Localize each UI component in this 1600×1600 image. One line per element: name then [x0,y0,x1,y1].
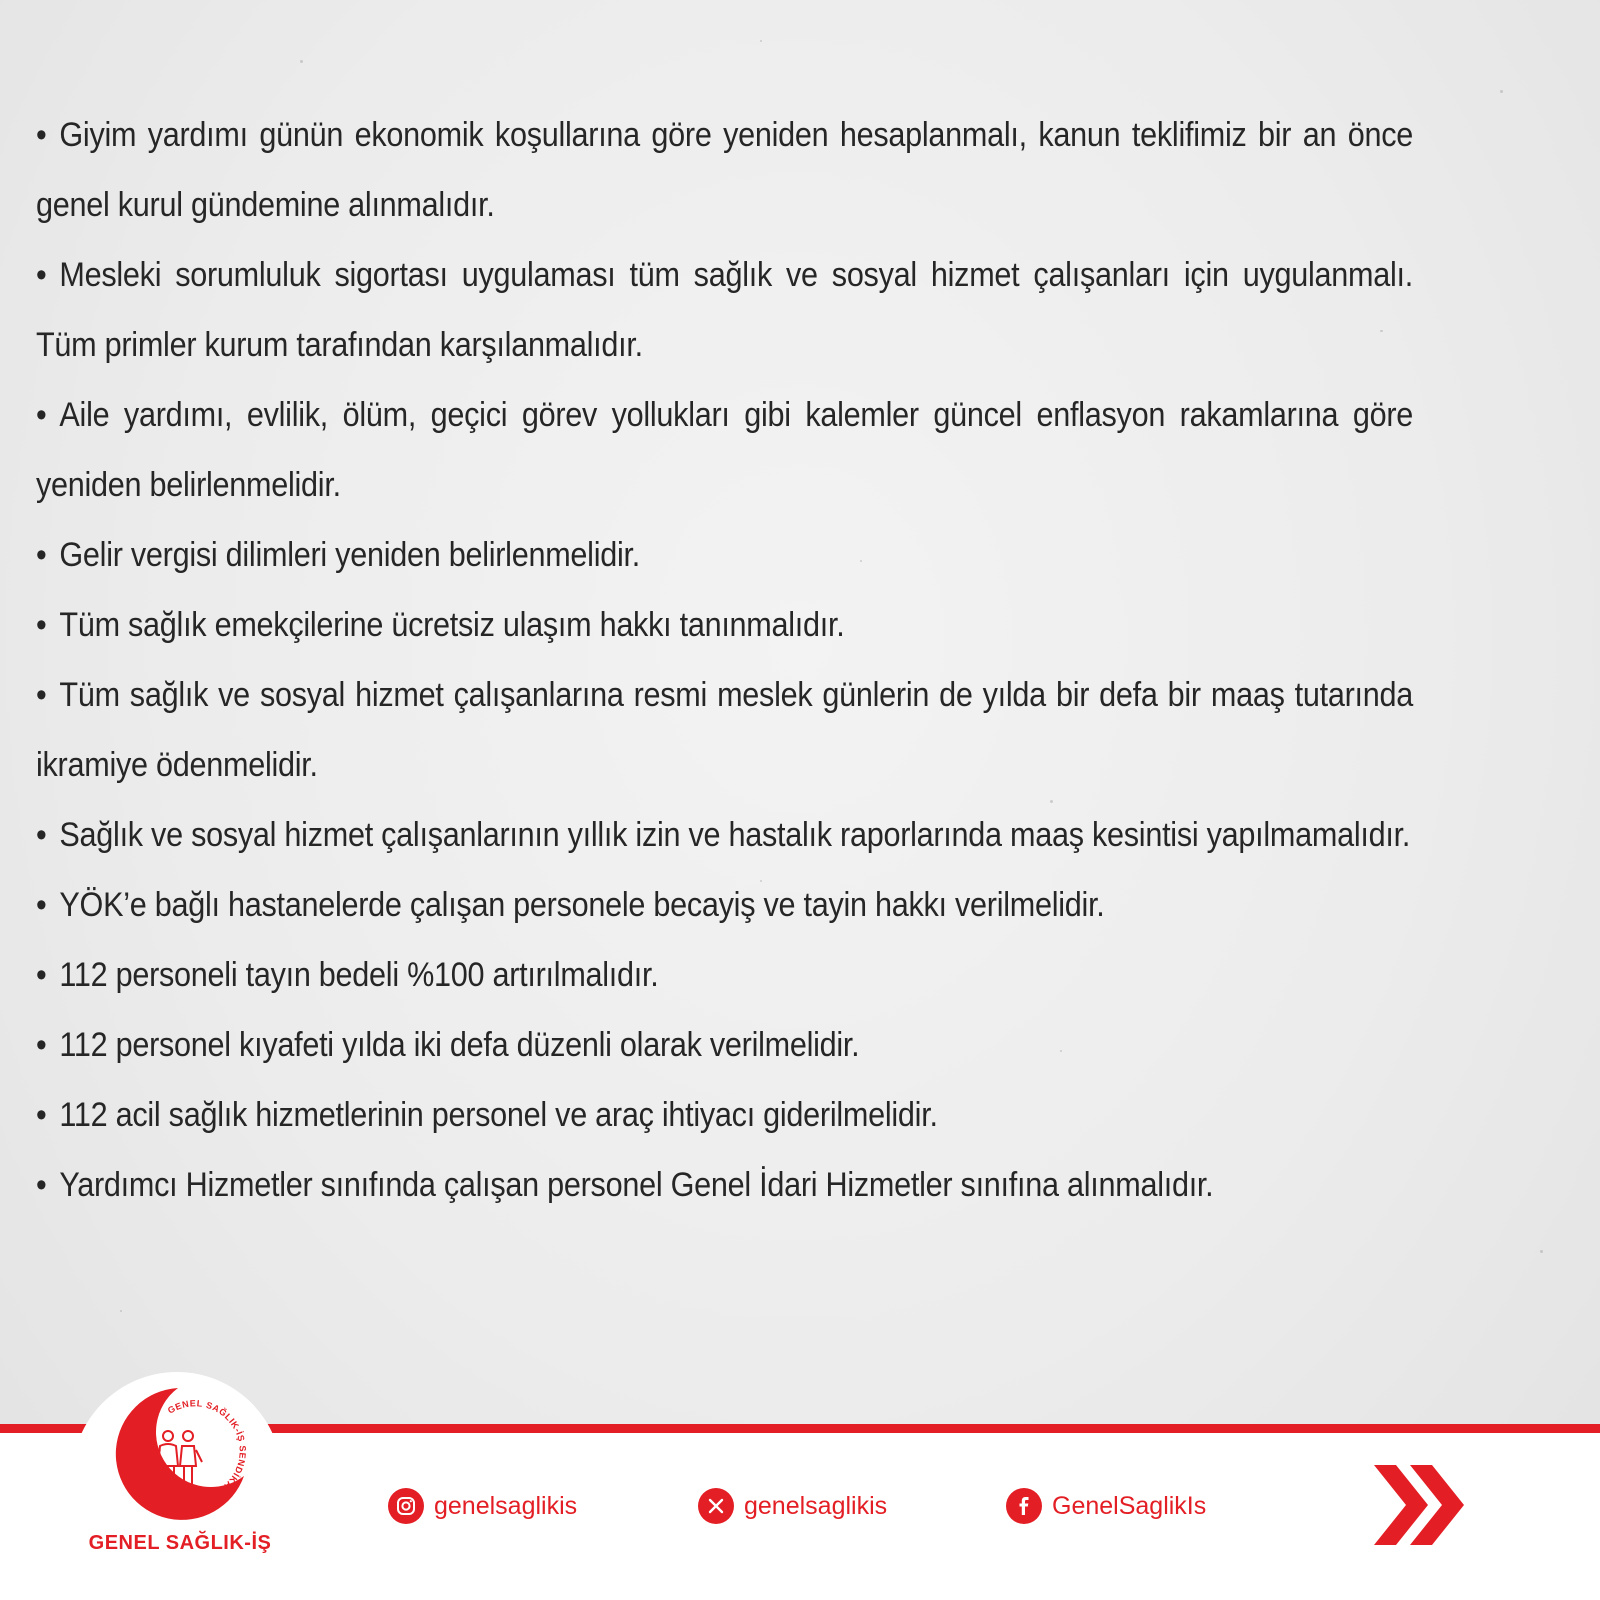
list-item-text: 112 personeli tayın bedeli %100 artırılmalıdır. [59,956,659,994]
list-item-text: Tüm sağlık emekçilerine ücretsiz ulaşım hakkı tanınmalıdır. [59,606,845,644]
list-item [36,1080,1413,1150]
list-item [36,240,1413,380]
list-item [36,940,1413,1010]
list-item-text: Giyim yardımı günün ekonomik koşullarına göre yeniden hesaplanmalı, kanun teklifimiz bir an önce genel kurul gündemine alınmalıdır. [36,116,1413,224]
list-item [36,1010,1413,1080]
list-item [36,870,1413,940]
list-item [36,800,1413,870]
x-handle: genelsaglikis [744,1491,888,1520]
bullet: • [36,1096,47,1134]
logo-name: GENEL SAĞLIK-İŞ [88,1532,272,1554]
facebook-handle: GenelSaglikIs [1052,1491,1207,1520]
bullet: • [36,396,47,434]
bullet: • [36,956,47,994]
bullet: • [36,886,47,924]
x-icon [698,1488,734,1524]
paper-speck [1540,1250,1543,1253]
bullet: • [36,256,47,294]
list-item [36,100,1413,240]
list-item [36,660,1413,800]
demands-list [36,100,1413,1220]
bullet: • [36,1166,47,1204]
instagram-icon [388,1488,424,1524]
logo-ring-text: GENEL SAĞLIK-İŞ SENDİKAS [165,1398,248,1496]
list-item-text: Gelir vergisi dilimleri yeniden belirlenmelidir. [59,536,640,574]
list-item-text: Mesleki sorumluluk sigortası uygulaması tüm sağlık ve sosyal hizmet çalışanları için uygulanmalı. Tüm primler kurum tarafından karşılanmalıdır. [36,256,1413,364]
list-item-text: Sağlık ve sosyal hizmet çalışanlarının yıllık izin ve hastalık raporlarında maaş kesintisi yapılmamalıdır. [59,816,1411,854]
bullet: • [36,606,47,644]
list-item [36,1150,1413,1220]
facebook-icon [1006,1488,1042,1524]
paper-speck [300,60,303,63]
list-item-text: YÖK’e bağlı hastanelerde çalışan personele becayiş ve tayin hakkı verilmelidir. [59,886,1105,924]
list-item-text: 112 personel kıyafeti yılda iki defa düzenli olarak verilmelidir. [59,1026,860,1064]
list-item [36,520,1413,590]
paper-speck [760,40,762,42]
bullet: • [36,536,47,574]
bullet: • [36,1026,47,1064]
instagram-link[interactable] [388,1486,577,1526]
bullet: • [36,816,47,854]
list-item-text: 112 acil sağlık hizmetlerinin personel ve araç ihtiyacı giderilmelidir. [59,1096,938,1134]
list-item [36,380,1413,520]
bullet: • [36,116,47,154]
list-item-text: Aile yardımı, evlilik, ölüm, geçici görev yollukları gibi kalemler güncel enflasyon rakamlarına göre yeniden belirlenmelidir. [36,396,1413,504]
list-item-text: Yardımcı Hizmetler sınıfında çalışan personel Genel İdari Hizmetler sınıfına alınmalıdır. [59,1166,1214,1204]
paper-speck [1500,90,1503,93]
next-chevrons-icon[interactable] [1370,1455,1470,1555]
list-item [36,590,1413,660]
instagram-handle: genelsaglikis [434,1491,578,1520]
facebook-link[interactable] [1006,1486,1206,1526]
union-logo-icon [98,1380,258,1530]
list-item-text: Tüm sağlık ve sosyal hizmet çalışanlarına resmi meslek günlerin de yılda bir defa bir maaş tutarında ikramiye ödenmelidir. [36,676,1413,784]
paper-speck [120,1310,122,1312]
bullet: • [36,676,47,714]
x-link[interactable] [698,1486,887,1526]
